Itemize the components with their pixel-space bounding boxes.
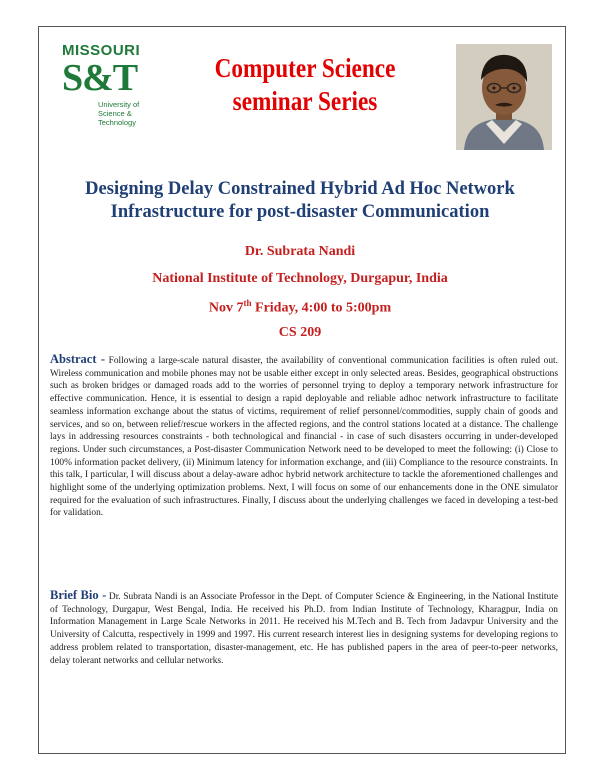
series-line-2: seminar Series <box>232 86 378 116</box>
series-line-1: Computer Science <box>214 53 396 83</box>
logo-st-mark: S&T <box>62 57 138 99</box>
logo-science-line: Science & Technology <box>98 109 136 127</box>
talk-title-line-1: Designing Delay Constrained Hybrid Ad Hoc Network <box>85 179 515 199</box>
speaker-institute: National Institute of Technology, Durgapur, India <box>152 271 448 286</box>
talk-datetime <box>50 298 550 317</box>
bio-text: Dr. Subrata Nandi is an Associate Professor in the Dept. of Computer Science & Engineering, in the National Institute of Technology, Durgapur, West Bengal, India. He received his Ph.D. from Indian Institute of Technology, Kharagpur, India on Information Management in Large Scale Networks in 2011. He received his M.Tech and B. Tech from Jadavpur University and the University of Calcutta, respectively in 1999 and 1997. His current research interest lies in designing systems for developing regions to address problem related to transportation, disaster-management, etc. He has published papers in the area of peer-to-peer networks, delay tolerant networks and cellular networks. <box>50 592 558 666</box>
date-ordinal: th <box>243 298 252 308</box>
abstract-label: Abstract - <box>50 352 106 366</box>
speaker-portrait-image <box>456 44 552 150</box>
seminar-series-title <box>202 52 408 118</box>
logo-university-line: University of <box>98 100 140 109</box>
abstract-text: Following a large-scale natural disaster, the availability of conventional communication facilities is often ruled out. Wireless communication and mobile phones may not be usable either except in only selected areas. Besides, geographical obstructions such as broken bridges or damaged roads add to the worries of personnel trying to deploy a temporary network infrastructure for effective communication. Hence, it is essential to design a rapid deployable and reliable adhoc network infrastructure to facilitate seamless information exchange about the status of victims, requirement of relief personnel/commodities, supply chain of goods and services, and so on, between relief/rescue workers in the affected regions, and the control stations located at a distance. The challenge lays in addressing resources constraints - both technological and financial - in case of such disasters occurring in under-developed regions. Under such circumstances, a Post-disaster Communication Network need to be developed to meet the following: (i) Close to 100% information packet delivery, (ii) Minimum latency for information exchange, and (iii) Compliance to the resource constraints. In this talk, I particular, I will discuss about a delay-aware adhoc hybrid network architecture to tackle the aforementioned challenges and highlight some of the underlying optimization problems. Next, I will focus on some of our enhancements done in the ONE simulator required for the evaluation of such infrastructures. Finally, I discuss about the underlying challenges we faced in developing a test-bed for validation. <box>50 356 558 519</box>
talk-title <box>50 178 550 224</box>
missouri-st-logo <box>60 42 160 127</box>
date-suffix: Friday, 4:00 to 5:00pm <box>251 300 392 316</box>
bio-paragraph <box>50 589 558 667</box>
talk-title-line-2: Infrastructure for post-disaster Communication <box>110 202 490 222</box>
bio-label: Brief Bio - <box>50 588 107 602</box>
abstract-paragraph <box>50 353 558 520</box>
logo-missouri-text: MISSOURI <box>62 42 141 59</box>
speaker-photo <box>456 44 552 150</box>
date-prefix: Nov 7 <box>208 300 244 316</box>
talk-room: CS 209 <box>278 325 322 340</box>
speaker-name: Dr. Subrata Nandi <box>244 244 356 259</box>
